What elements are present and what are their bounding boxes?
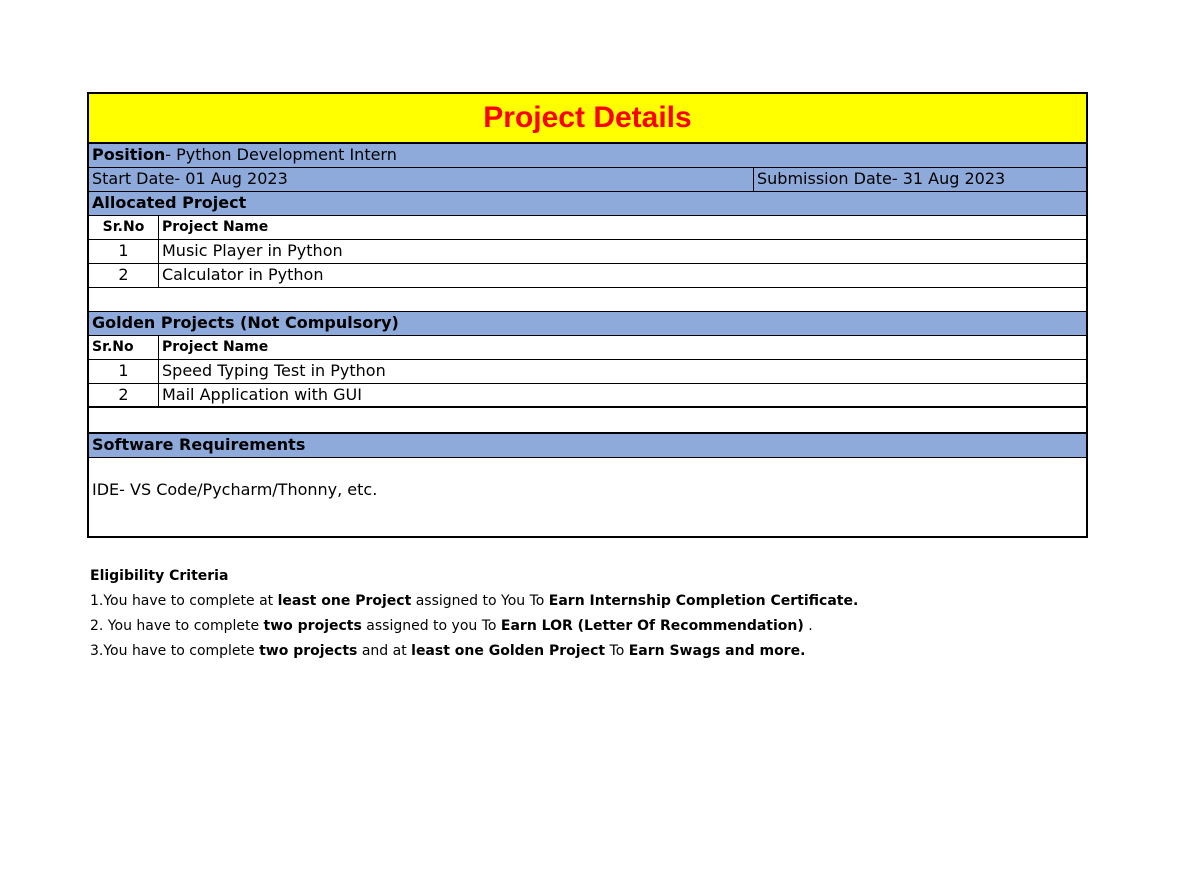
position-label: Position bbox=[92, 145, 166, 164]
allocated-heading: Allocated Project bbox=[92, 193, 247, 212]
table-row bbox=[89, 360, 1086, 384]
golden-header-row bbox=[89, 336, 1086, 360]
allocated-sr: 1 bbox=[89, 240, 159, 263]
blank-row bbox=[89, 288, 1086, 312]
golden-col-sr: Sr.No bbox=[89, 336, 159, 359]
allocated-col-name: Project Name bbox=[162, 219, 269, 235]
golden-col-name: Project Name bbox=[162, 339, 269, 355]
software-body-row bbox=[89, 461, 1086, 538]
table-row bbox=[89, 240, 1086, 264]
page-title: Project Details bbox=[89, 94, 1086, 144]
software-requirements-text: IDE- VS Code/Pycharm/Thonny, etc. bbox=[92, 480, 378, 499]
position-value: - Python Development Intern bbox=[165, 145, 397, 164]
position-cell bbox=[89, 144, 1086, 167]
allocated-project-name: Music Player in Python bbox=[162, 241, 343, 260]
software-heading: Software Requirements bbox=[92, 435, 306, 454]
criteria-line-2: 2. You have to complete two projects assigned to you To Earn LOR (Letter Of Recommendation) . bbox=[90, 618, 813, 634]
position-row bbox=[89, 144, 1086, 168]
golden-project-name: Mail Application with GUI bbox=[162, 385, 362, 404]
criteria-line-3: 3.You have to complete two projects and at least one Golden Project To Earn Swags and more. bbox=[90, 643, 806, 659]
allocated-heading-row bbox=[89, 192, 1086, 216]
project-details-table bbox=[87, 92, 1088, 538]
allocated-header-row bbox=[89, 216, 1086, 240]
dates-row bbox=[89, 168, 1086, 192]
allocated-project-name: Calculator in Python bbox=[162, 265, 324, 284]
submission-date: Submission Date- 31 Aug 2023 bbox=[753, 168, 1088, 191]
criteria-line-1: 1.You have to complete at least one Project assigned to You To Earn Internship Completion Certificate. bbox=[90, 593, 859, 609]
table-row bbox=[89, 264, 1086, 288]
table-row bbox=[89, 384, 1086, 408]
software-heading-row bbox=[89, 434, 1086, 458]
start-date: Start Date- 01 Aug 2023 bbox=[92, 169, 288, 188]
criteria-heading: Eligibility Criteria bbox=[90, 568, 229, 584]
golden-sr: 2 bbox=[89, 384, 159, 406]
golden-heading-row bbox=[89, 312, 1086, 336]
golden-heading: Golden Projects (Not Compulsory) bbox=[92, 313, 399, 332]
allocated-sr: 2 bbox=[89, 264, 159, 287]
golden-project-name: Speed Typing Test in Python bbox=[162, 361, 386, 380]
blank-row bbox=[89, 408, 1086, 434]
eligibility-criteria bbox=[90, 566, 1090, 666]
allocated-col-sr: Sr.No bbox=[89, 216, 159, 239]
golden-sr: 1 bbox=[89, 360, 159, 383]
